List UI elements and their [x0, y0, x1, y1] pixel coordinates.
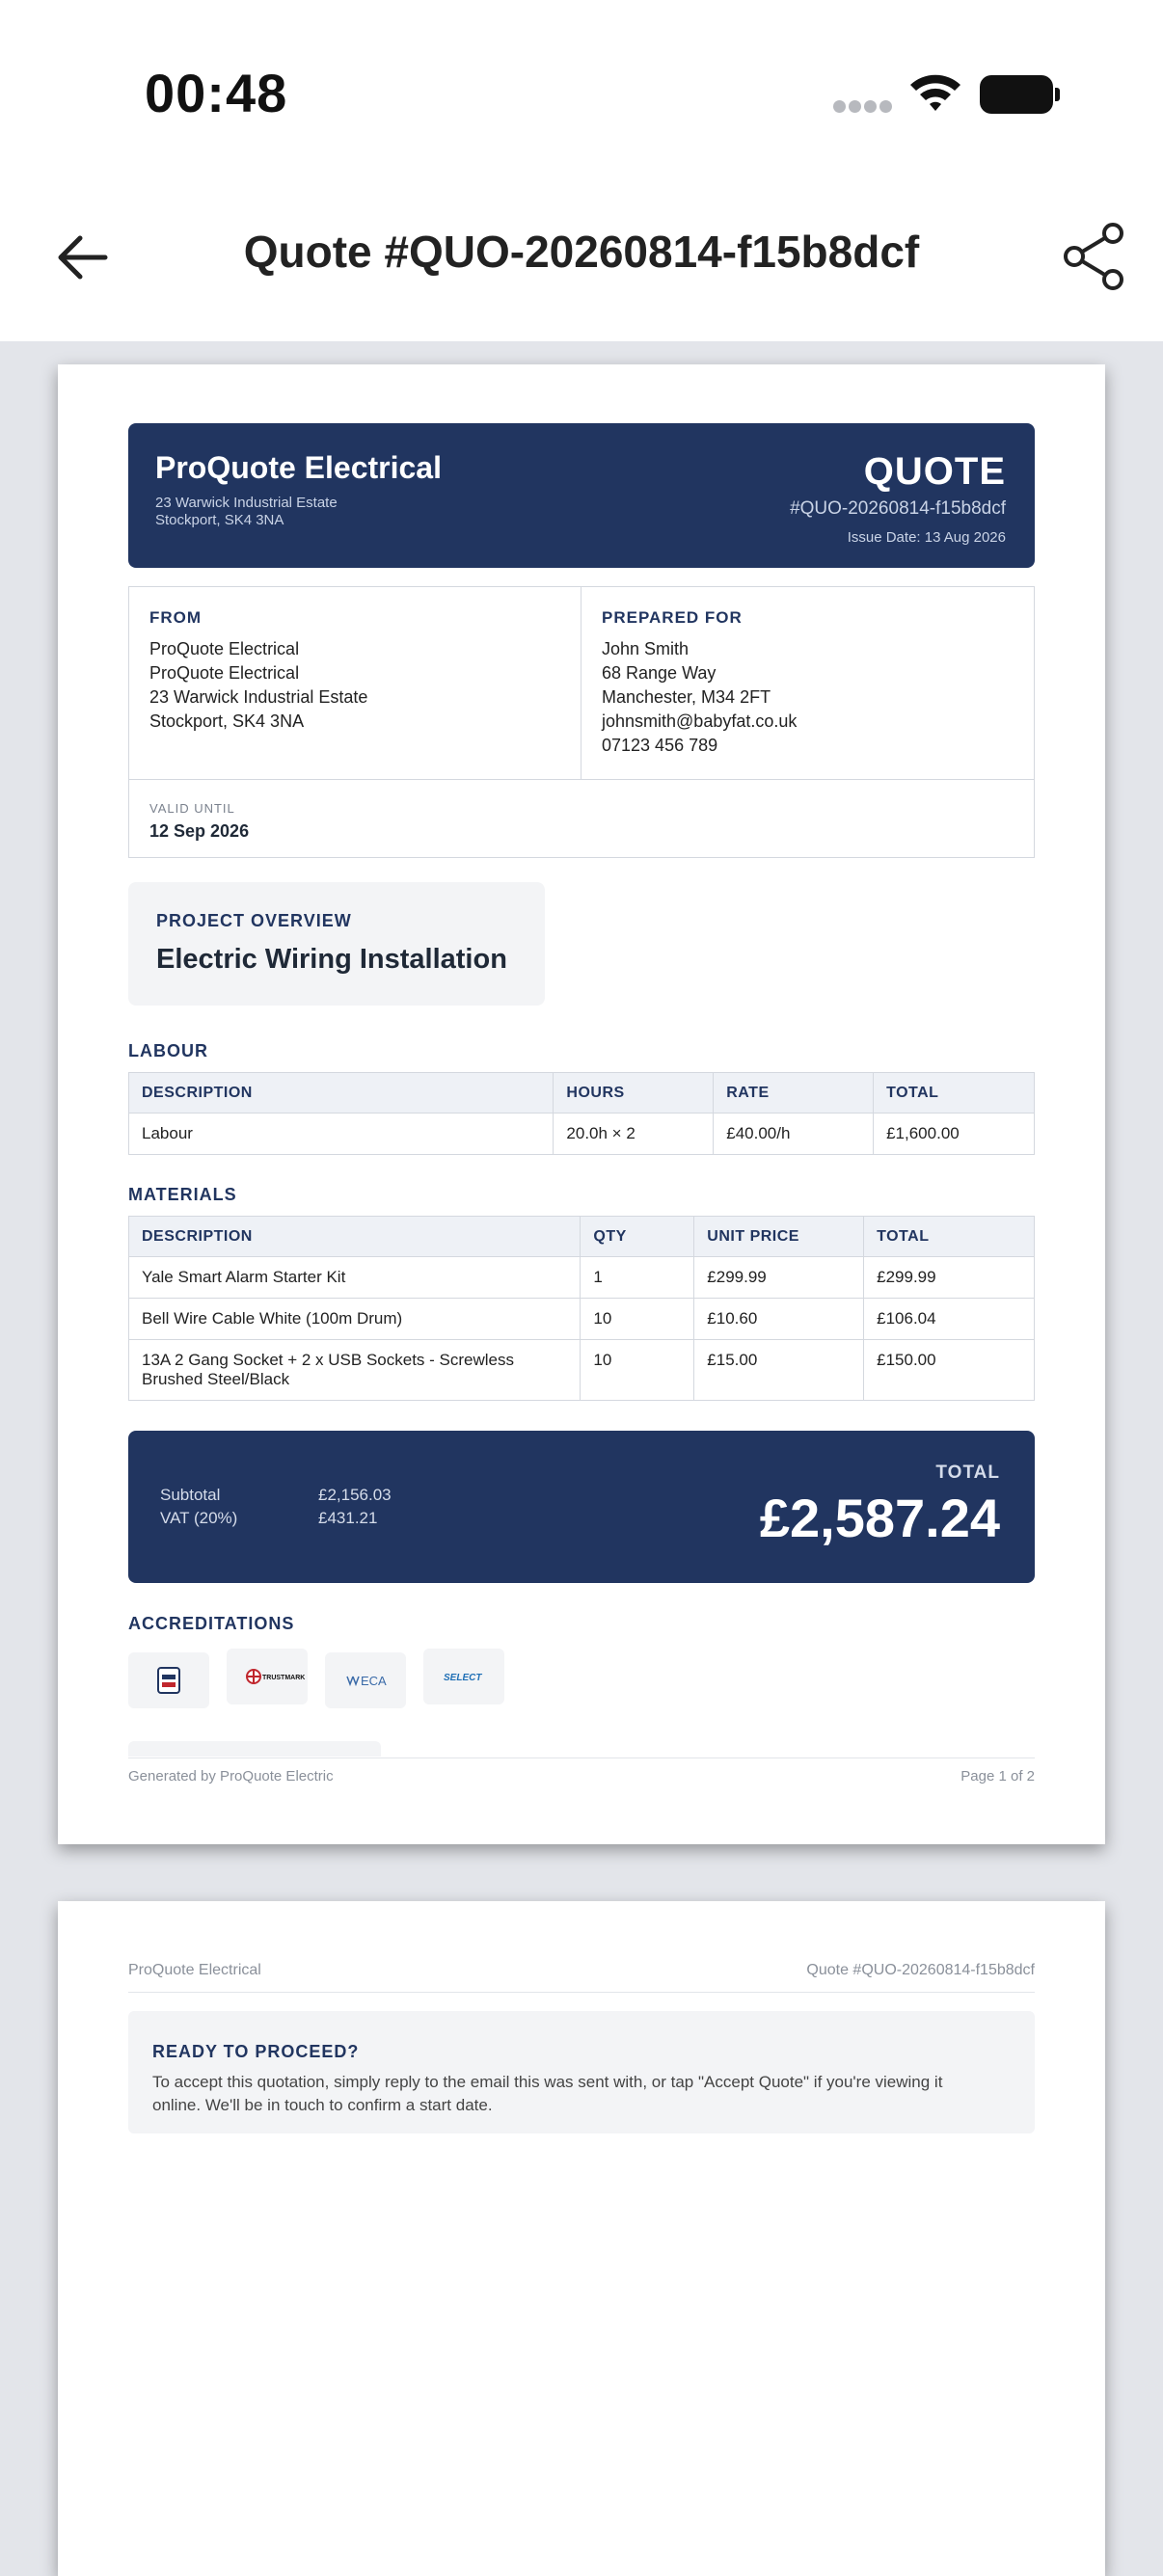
labour-label: LABOUR: [128, 1041, 208, 1060]
total-value: £2,587.24: [759, 1488, 1000, 1548]
svg-text:TRUSTMARK: TRUSTMARK: [262, 1675, 306, 1681]
table-header-row: DESCRIPTION QTY UNIT PRICE TOTAL: [129, 1217, 1035, 1257]
issue-date: Issue Date: 13 Aug 2026: [847, 529, 1006, 546]
page2-header-quote-number: Quote #QUO-20260814-f15b8dcf: [806, 1962, 1035, 1978]
ready-to-proceed-box: [128, 2011, 1035, 2133]
wifi-icon: [906, 69, 964, 116]
trustmark-logo-icon: [227, 1649, 308, 1704]
back-button[interactable]: [48, 224, 116, 291]
total-label: TOTAL: [935, 1462, 1000, 1483]
labour-table: [128, 1072, 1035, 1155]
parties-box: [128, 586, 1035, 858]
proceed-heading: READY TO PROCEED?: [152, 2042, 360, 2061]
from-section: FROM ProQuote Electrical ProQuote Electrical 23 Warwick Industrial Estate Stockport, SK4 3NA: [129, 587, 582, 779]
svg-text:SELECT: SELECT: [444, 1673, 482, 1683]
client-email: johnsmith@babyfat.co.uk: [602, 711, 798, 731]
subtotal-value: £2,156.03: [318, 1486, 392, 1504]
table-row: Yale Smart Alarm Starter Kit 1 £299.99 £299.99: [129, 1257, 1035, 1299]
arrow-left-icon: [55, 233, 109, 282]
table-header-row: DESCRIPTION HOURS RATE TOTAL: [129, 1073, 1035, 1114]
project-title: Electric Wiring Installation: [156, 944, 507, 975]
materials-table: [128, 1216, 1035, 1401]
nav-bar: [0, 183, 1163, 341]
battery-icon: [980, 75, 1059, 114]
table-row: Bell Wire Cable White (100m Drum) 10 £10.60 £106.04: [129, 1299, 1035, 1340]
subtotal-label: Subtotal: [160, 1486, 221, 1504]
page-title: Quote #QUO-20260814-f15b8dcf: [243, 227, 920, 277]
quote-number: #QUO-20260814-f15b8dcf: [790, 498, 1006, 519]
select-logo-icon: [423, 1649, 504, 1704]
doc-type: QUOTE: [863, 450, 1006, 493]
vat-value: £431.21: [318, 1509, 378, 1527]
status-bar: [0, 0, 1163, 183]
materials-label: MATERIALS: [128, 1185, 237, 1204]
page2-header-company: ProQuote Electrical: [128, 1962, 261, 1978]
status-time: 00:48: [145, 63, 288, 123]
niceic-logo-icon: [128, 1652, 209, 1708]
vat-label: VAT (20%): [160, 1509, 238, 1527]
table-row: 13A 2 Gang Socket + 2 x USB Sockets - Screwless Brushed Steel/Black 10 £15.00 £150.00: [129, 1340, 1035, 1401]
cellular-signal-icon: [833, 100, 891, 114]
table-row: Labour 20.0h × 2 £40.00/h £1,600.00: [129, 1114, 1035, 1155]
project-overview: PROJECT OVERVIEW Electric Wiring Installation: [128, 882, 545, 1006]
quote-page-2: [58, 1901, 1105, 2576]
footer-generated-by: Generated by ProQuote Electric: [128, 1768, 334, 1784]
prepared-for-section: PREPARED FOR John Smith 68 Range Way Manchester, M34 2FT johnsmith@babyfat.co.uk 07123 456 789: [582, 587, 1034, 779]
quote-page-1: [58, 364, 1105, 1844]
valid-until: VALID UNTIL 12 Sep 2026: [129, 779, 1034, 857]
share-icon[interactable]: [1061, 222, 1128, 291]
totals-panel: [128, 1431, 1035, 1583]
company-address: 23 Warwick Industrial Estate Stockport, SK4 3NA: [155, 495, 338, 528]
accreditations-label: ACCREDITATIONS: [128, 1614, 295, 1633]
eca-logo-icon: [325, 1652, 406, 1708]
page2-header-divider: [128, 1992, 1035, 1993]
proceed-text: To accept this quotation, simply reply to the email this was sent with, or tap "Accept Quote" if you're viewing it online. We'll be in touch to confirm a start date.: [152, 2073, 943, 2114]
footer-page-number: Page 1 of 2: [960, 1768, 1035, 1784]
svg-text:ECA: ECA: [361, 1674, 387, 1688]
company-name: ProQuote Electrical: [155, 450, 442, 485]
decorative-divider: [128, 1741, 381, 1757]
client-phone: 07123 456 789: [602, 736, 718, 755]
quote-header: [128, 423, 1035, 568]
